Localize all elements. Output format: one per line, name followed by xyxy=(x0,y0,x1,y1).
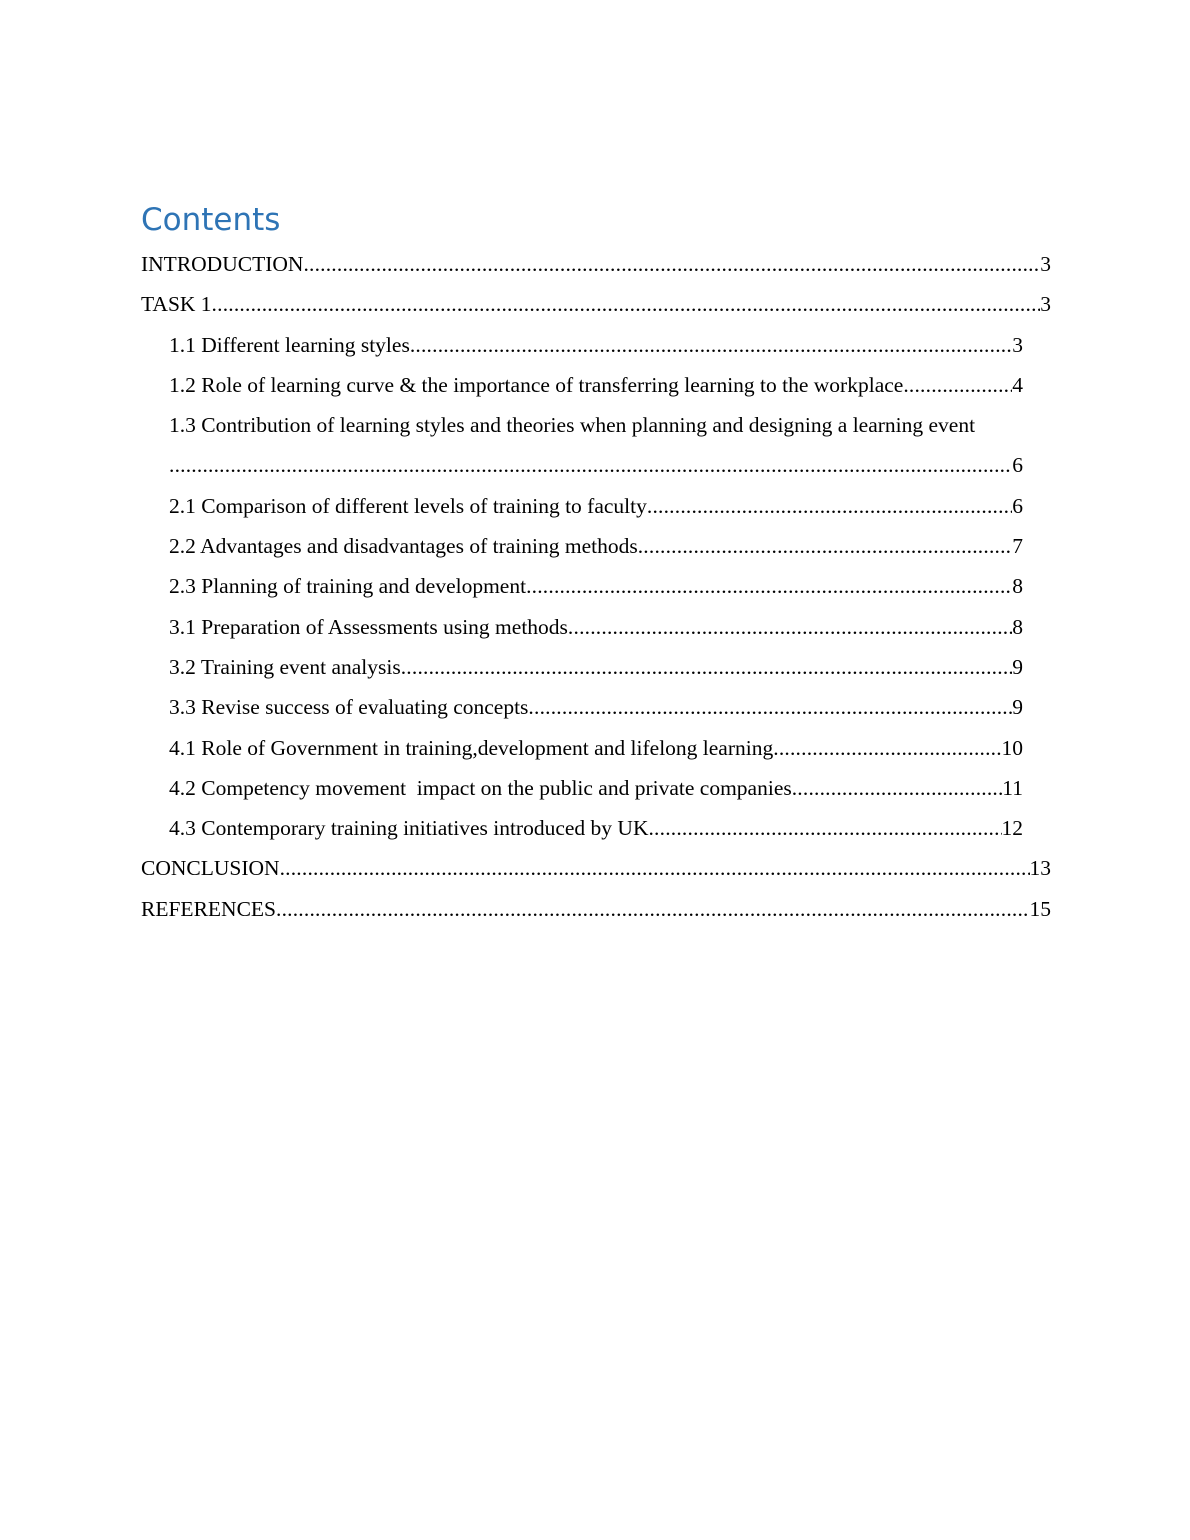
toc-entry-title: 3.1 Preparation of Assessments using methods xyxy=(169,614,568,639)
toc-entry-page: 11 xyxy=(1002,775,1023,800)
toc-dot-leader xyxy=(903,365,1012,405)
toc-entry-3-3[interactable] xyxy=(169,687,1023,727)
toc-entry-title: INTRODUCTION xyxy=(141,252,304,276)
toc-entry-title: CONCLUSION xyxy=(141,856,280,881)
toc-entry-title: 2.3 Planning of training and development xyxy=(169,574,527,599)
toc-dot-leader xyxy=(212,284,1041,324)
toc-entry-page: 8 xyxy=(1012,614,1023,639)
toc-entry-references[interactable] xyxy=(141,889,1051,929)
toc-entry-4-3[interactable] xyxy=(169,808,1023,848)
toc-dot-leader xyxy=(528,687,1012,727)
toc-entry-title: 1.3 Contribution of learning styles and theories when planning and designing a learning event xyxy=(169,413,976,438)
toc-entry-title: 3.3 Revise success of evaluating concepts xyxy=(169,695,529,720)
toc-entry-page: 12 xyxy=(1001,816,1023,841)
toc-dot-leader xyxy=(401,647,1013,687)
toc-entry-task-1[interactable] xyxy=(141,284,1051,324)
toc-dot-leader xyxy=(169,445,1012,485)
toc-entry-title: 3.2 Training event analysis xyxy=(169,654,401,679)
toc-entry-1-2[interactable] xyxy=(169,365,1023,405)
toc-entry-title: REFERENCES xyxy=(141,896,276,921)
toc-entry-page: 8 xyxy=(1012,574,1023,599)
table-of-contents xyxy=(141,196,1051,929)
toc-dot-leader xyxy=(526,566,1012,606)
toc-entry-conclusion[interactable] xyxy=(141,848,1051,888)
toc-entry-page: 7 xyxy=(1012,534,1023,559)
toc-dot-leader xyxy=(568,607,1012,647)
toc-entry-page: 4 xyxy=(1012,372,1023,397)
toc-dot-leader xyxy=(648,808,1001,848)
toc-dot-leader xyxy=(773,728,1001,768)
toc-entry-page: 10 xyxy=(1001,735,1023,760)
toc-entry-continuation xyxy=(169,445,1023,485)
toc-entry-introduction[interactable] xyxy=(141,244,1051,284)
toc-entry-page: 13 xyxy=(1029,856,1051,881)
toc-entry-title: 1.2 Role of learning curve & the importance of transferring learning to the workplace xyxy=(169,372,904,397)
toc-entry-4-2[interactable] xyxy=(169,768,1023,808)
toc-entry-page: 9 xyxy=(1012,654,1023,679)
toc-dot-leader xyxy=(792,768,1003,808)
toc-dot-leader xyxy=(638,526,1013,566)
toc-heading: Contents xyxy=(141,202,281,238)
toc-entry-title: 4.2 Competency movement impact on the public and private companies xyxy=(169,775,792,800)
toc-entry-page: 3 xyxy=(1040,292,1051,317)
toc-dot-leader xyxy=(410,325,1012,365)
toc-entry-page: 9 xyxy=(1012,695,1023,720)
toc-dot-leader xyxy=(280,848,1030,888)
toc-dot-leader xyxy=(276,889,1030,929)
toc-entry-title: 1.1 Different learning styles xyxy=(169,332,410,357)
toc-entry-title: 2.2 Advantages and disadvantages of training methods xyxy=(169,534,638,559)
toc-entry-page: 15 xyxy=(1029,896,1051,921)
toc-entry-title: 4.1 Role of Government in training,development and lifelong learning xyxy=(169,735,774,760)
toc-entry-title: 2.1 Comparison of different levels of training to faculty xyxy=(169,493,647,518)
toc-dot-leader xyxy=(647,486,1012,526)
toc-entry-1-3[interactable] xyxy=(169,405,1054,486)
toc-entry-3-2[interactable] xyxy=(169,647,1023,687)
toc-entry-title: 4.3 Contemporary training initiatives introduced by UK xyxy=(169,816,649,841)
toc-entry-page: 3 xyxy=(1012,332,1023,357)
toc-entry-page: 3 xyxy=(1040,252,1051,276)
toc-entry-2-1[interactable] xyxy=(169,486,1023,526)
toc-entry-4-1[interactable] xyxy=(169,728,1023,768)
toc-list xyxy=(141,244,1051,929)
toc-entry-2-3[interactable] xyxy=(169,566,1023,606)
toc-entry-title: TASK 1 xyxy=(141,292,212,317)
toc-entry-2-2[interactable] xyxy=(169,526,1023,566)
toc-entry-1-1[interactable] xyxy=(169,325,1023,365)
toc-entry-page: 6 xyxy=(1012,453,1023,478)
toc-entry-3-1[interactable] xyxy=(169,607,1023,647)
toc-entry-page: 6 xyxy=(1012,493,1023,518)
toc-dot-leader xyxy=(303,244,1040,284)
